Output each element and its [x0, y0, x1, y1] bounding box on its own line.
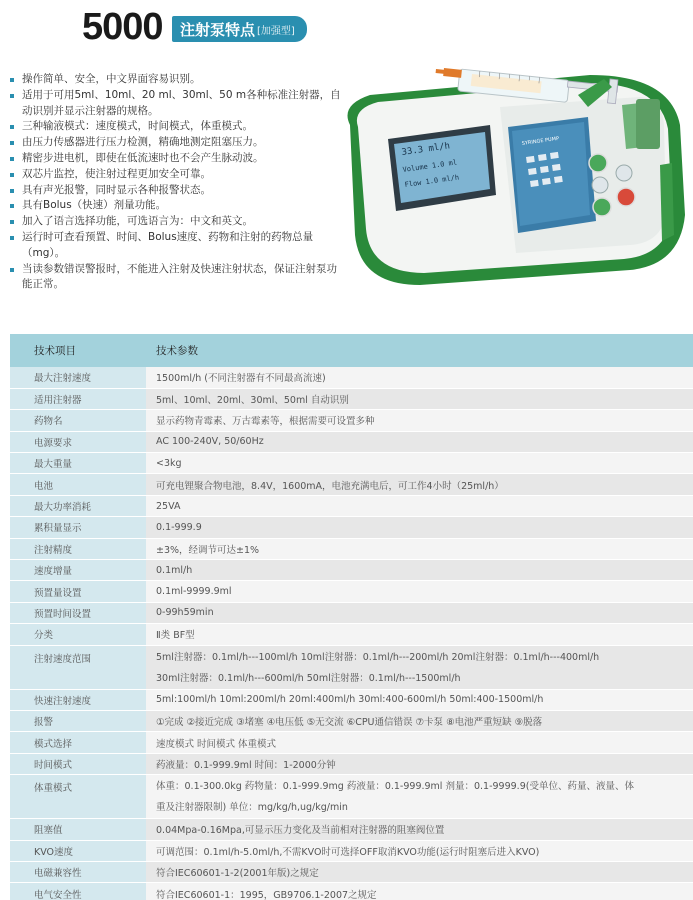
table-row	[10, 602, 693, 623]
syringe-pump-image	[340, 45, 690, 285]
spec-value: 0.1ml-9999.9ml	[146, 581, 693, 602]
spec-name: 时间模式	[10, 753, 146, 774]
spec-name: 电源要求	[10, 431, 146, 452]
table-row	[10, 819, 693, 840]
feature-item: 适用于可用5ml、10ml、20 ml、30ml、50 m各种标准注射器，自动识别并显示注射器的规格。	[10, 88, 345, 120]
feature-item: 具有声光报警，同时显示各种报警状态。	[10, 183, 345, 199]
screen-flow: Flow 1.0 ml/h	[404, 173, 460, 189]
feature-item: 操作简单、安全，中文界面容易识别。	[10, 72, 345, 88]
feature-item: 三种输液模式：速度模式，时间模式，体重模式。	[10, 119, 345, 135]
spec-value-line: 30ml注射器：0.1ml/h---600ml/h 50ml注射器：0.1ml/h---1500ml/h	[156, 672, 461, 684]
spec-value: AC 100-240V, 50/60Hz	[146, 431, 693, 452]
bullet-icon	[10, 204, 14, 208]
page-subtitle: [加强型]	[257, 25, 295, 37]
feature-item: 具有Bolus（快速）剂量功能。	[10, 198, 345, 214]
spec-name: 注射精度	[10, 538, 146, 559]
spec-value-line: 体重：0.1-300.0kg 药物量：0.1-999.9mg 药液量：0.1-999.9ml 剂量：0.1-9999.9(受单位、药量、液量、体	[156, 781, 634, 793]
spec-value: 可调范围：0.1ml/h-5.0ml/h,不需KVO时可选择OFF取消KVO功能(运行时阻塞后进入KVO)	[146, 840, 693, 861]
spec-name: 预置时间设置	[10, 602, 146, 623]
spec-name: 预置量设置	[10, 581, 146, 602]
bullet-icon	[10, 157, 14, 161]
page-title: 注射泵特点	[180, 20, 256, 39]
bullet-icon	[10, 173, 14, 177]
spec-value: 显示药物青霉素、万古霉素等，根据需要可设置多种	[146, 410, 693, 431]
table-row	[10, 367, 693, 388]
table-header-row	[10, 334, 693, 367]
feature-item: 由压力传感器进行压力检测，精确地测定阻塞压力。	[10, 135, 345, 151]
feature-item: 当读参数错误警报时，不能进入注射及快速注射状态，保证注射泵功能正常。	[10, 262, 345, 294]
feature-item: 运行时可查看预置、时间、Bolus速度、药物和注射的药物总量（mg）。	[10, 230, 345, 262]
table-row	[10, 645, 693, 689]
spec-value: 1500ml/h (不同注射器有不同最高流速)	[146, 367, 693, 388]
brand-label: SYRINGE PUMP	[521, 135, 560, 147]
spec-name: 体重模式	[10, 775, 146, 819]
spec-value-line: 重及注射器限制) 单位：mg/kg/h,ug/kg/min	[156, 802, 348, 814]
table-row	[10, 840, 693, 861]
spec-value: 5ml:100ml/h 10ml:200ml/h 20ml:400ml/h 30ml:400-600ml/h 50ml:400-1500ml/h	[146, 689, 693, 710]
table-row	[10, 453, 693, 474]
spec-name: 速度增量	[10, 560, 146, 581]
table-row	[10, 732, 693, 753]
table-row	[10, 388, 693, 409]
table-row	[10, 624, 693, 645]
spec-name: 最大功率消耗	[10, 495, 146, 516]
table-row	[10, 560, 693, 581]
table-row	[10, 689, 693, 710]
spec-value-line: 5ml注射器：0.1ml/h---100ml/h 10ml注射器：0.1ml/h---200ml/h 20ml注射器：0.1ml/h---400ml/h	[156, 651, 600, 663]
feature-item: 精密步进电机，即使在低流速时也不会产生脉动波。	[10, 151, 345, 167]
spec-value: 5ml、10ml、20ml、30ml、50ml 自动识别	[146, 388, 693, 409]
spec-value: 0.04Mpa-0.16Mpa,可显示压力变化及当前相对注射器的阻塞阀位置	[146, 819, 693, 840]
table-row	[10, 474, 693, 495]
screen-volume: Volume 1.0 ml	[402, 158, 458, 174]
bullet-icon	[10, 220, 14, 224]
feature-item: 加入了语言选择功能，可选语言为：中文和英文。	[10, 214, 345, 230]
table-row	[10, 775, 693, 819]
spec-name: 适用注射器	[10, 388, 146, 409]
spec-value: 药液量：0.1-999.9ml 时间：1-2000分钟	[146, 753, 693, 774]
bullet-icon	[10, 268, 14, 272]
spec-value: <3kg	[146, 453, 693, 474]
table-row	[10, 517, 693, 538]
table-row	[10, 538, 693, 559]
spec-name: 快速注射速度	[10, 689, 146, 710]
spec-value: ±3%，经调节可达±1%	[146, 538, 693, 559]
feature-item: 双芯片监控，使注射过程更加安全可靠。	[10, 167, 345, 183]
column-header-item: 技术项目	[10, 334, 146, 367]
spec-value: 符合IEC60601-1：1995，GB9706.1-2007之规定	[146, 883, 693, 900]
table-row	[10, 495, 693, 516]
spec-value: 25VA	[146, 495, 693, 516]
spec-value: 符合IEC60601-1-2(2001年版)之规定	[146, 861, 693, 882]
spec-value: 0.1ml/h	[146, 560, 693, 581]
spec-name: 电池	[10, 474, 146, 495]
table-row	[10, 581, 693, 602]
bullet-icon	[10, 78, 14, 82]
table-row	[10, 710, 693, 731]
table-row	[10, 861, 693, 882]
spec-name: 分类	[10, 624, 146, 645]
table-row	[10, 410, 693, 431]
spec-name: 最大注射速度	[10, 367, 146, 388]
spec-name: 阻塞值	[10, 819, 146, 840]
spec-table	[10, 334, 693, 900]
table-row	[10, 883, 693, 900]
spec-name: 药物名	[10, 410, 146, 431]
spec-value: 0.1-999.9	[146, 517, 693, 538]
spec-value: Ⅱ类 BF型	[146, 624, 693, 645]
spec-name: 模式选择	[10, 732, 146, 753]
spec-value	[146, 645, 693, 689]
table-row	[10, 753, 693, 774]
bullet-icon	[10, 141, 14, 145]
spec-value: ①完成 ②接近完成 ③堵塞 ④电压低 ⑤无交流 ⑥CPU通信错误 ⑦卡泵 ⑧电池严重短缺 ⑨脱落	[146, 710, 693, 731]
screen-rate: 33.3 ml/h	[401, 141, 451, 158]
bullet-icon	[10, 236, 14, 240]
bullet-icon	[10, 125, 14, 129]
spec-name: 报警	[10, 710, 146, 731]
bullet-icon	[10, 189, 14, 193]
model-number: 5000	[82, 6, 163, 48]
spec-name: 电磁兼容性	[10, 861, 146, 882]
table-row	[10, 431, 693, 452]
spec-value: 可充电锂聚合物电池，8.4V，1600mA，电池充满电后，可工作4小时（25ml/h）	[146, 474, 693, 495]
feature-list	[10, 72, 345, 293]
spec-name: KVO速度	[10, 840, 146, 861]
spec-name: 电气安全性	[10, 883, 146, 900]
spec-name: 累积量显示	[10, 517, 146, 538]
spec-value	[146, 775, 693, 819]
bullet-icon	[10, 94, 14, 98]
spec-value: 0-99h59min	[146, 602, 693, 623]
spec-name: 注射速度范围	[10, 645, 146, 689]
title-badge	[172, 16, 307, 42]
spec-value: 速度模式 时间模式 体重模式	[146, 732, 693, 753]
column-header-value: 技术参数	[146, 334, 693, 367]
spec-name: 最大重量	[10, 453, 146, 474]
